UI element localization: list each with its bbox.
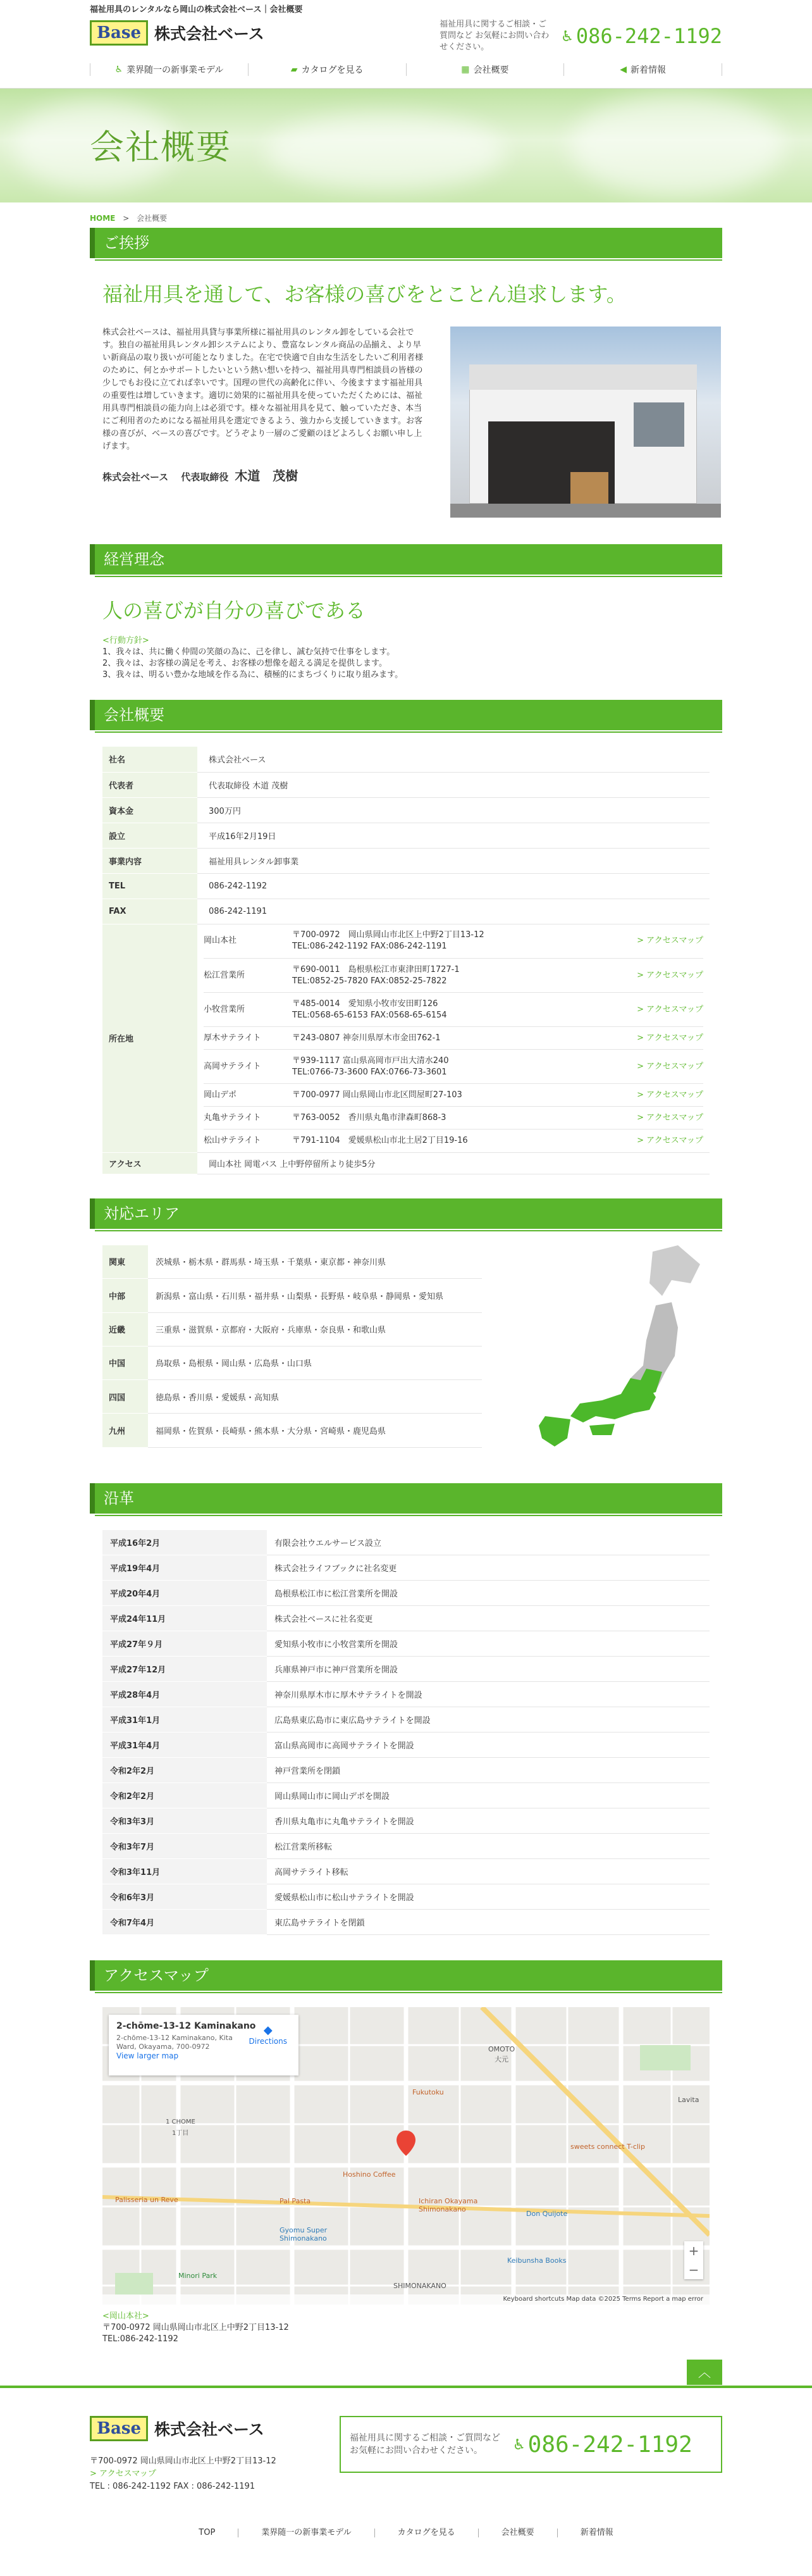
section-heading-area: 対応エリア xyxy=(90,1198,722,1229)
map-place-card xyxy=(109,2015,298,2075)
header-contact xyxy=(440,19,722,53)
office-map-link[interactable]: > アクセスマップ xyxy=(596,924,703,959)
logo-company-name: 株式会社ベース xyxy=(154,2420,264,2439)
footer-map-link[interactable]: > アクセスマップ xyxy=(90,2469,156,2479)
site-footer xyxy=(0,2386,812,2576)
table-row: 平成20年4月 島根県松江市に松江営業所を開設 xyxy=(102,1581,710,1606)
map-label: Hoshino Coffee xyxy=(343,2170,396,2179)
chevron-up-icon: ︿ xyxy=(698,2365,711,2380)
map-label: Pal Pasta xyxy=(280,2197,311,2205)
logo-mark: Base xyxy=(90,2416,148,2441)
map-label: Fukutoku xyxy=(412,2088,444,2096)
header-phone-number: 086-242-1192 xyxy=(575,24,722,48)
office-address: 〒763-0052 香川県丸亀市津森町868-3 xyxy=(292,1112,446,1123)
service-area-table xyxy=(102,1245,482,1448)
table-row: 平成28年4月 神奈川県厚木市に厚木サテライトを開設 xyxy=(102,1682,710,1707)
table-row: 資本金 300万円 xyxy=(102,797,710,823)
map-label: Lavita xyxy=(678,2096,699,2104)
site-header xyxy=(0,0,812,89)
table-row: 平成31年4月 富山県高岡市に高岡サテライトを開設 xyxy=(102,1733,710,1758)
footer-nav-top[interactable]: TOP xyxy=(176,2529,238,2537)
wheelchair-icon: ♿ xyxy=(114,65,123,75)
office-address: 〒690-0011 島根県松江市東津田町1727-1 xyxy=(292,964,460,974)
greeting-block xyxy=(102,327,722,518)
office-address: 〒243-0807 神奈川県厚木市金田762-1 xyxy=(292,1033,441,1043)
table-row: TEL 086-242-1192 xyxy=(102,873,710,899)
map-label: Minori Park xyxy=(178,2272,218,2280)
philosophy-lead: 人の喜びが自分の喜びである xyxy=(102,599,366,623)
logo-company-name: 株式会社ベース xyxy=(154,25,264,43)
footer-nav-catalog[interactable]: カタログを見る xyxy=(375,2529,479,2537)
footer-nav-company[interactable]: 会社概要 xyxy=(479,2529,558,2537)
japan-map xyxy=(520,1245,710,1448)
office-map-link[interactable]: > アクセスマップ xyxy=(596,1050,703,1084)
map-label: 大元 xyxy=(495,2055,508,2063)
footer-nav-news[interactable]: 新着情報 xyxy=(580,2528,613,2537)
office-address: 〒791-1104 愛媛県松山市北土居2丁目19-16 xyxy=(292,1135,468,1145)
map-label: 1 CHOME xyxy=(166,2119,195,2125)
caregiver-wheelchair-icon: ♿ xyxy=(562,27,572,46)
office-row xyxy=(204,1050,703,1084)
guideline-item: 1、我々は、共に働く仲間の笑顔の為に、己を律し、誠む気持で仕事をします。 xyxy=(102,647,395,657)
table-row: 近畿 三重県・滋賀県・京都府・大阪府・兵庫県・奈良県・和歌山県 xyxy=(102,1312,482,1346)
office-name: 松江営業所 xyxy=(204,959,292,993)
section-heading-access-map: アクセスマップ xyxy=(90,1960,722,1991)
table-row: 令和3年11月 高岡サテライト移転 xyxy=(102,1859,710,1884)
history-table xyxy=(102,1530,710,1936)
header-tagline: 福祉用具のレンタルなら岡山の株式会社ベース｜会社概要 xyxy=(90,5,303,15)
contact-note: 福祉用具に関するご相談・ご質問など お気軽にお問い合わせください。 xyxy=(440,20,550,52)
office-list xyxy=(204,924,703,1152)
office-address: 〒700-0972 岡山県岡山市北区上中野2丁目13-12 xyxy=(292,930,484,940)
nav-company[interactable]: ▦ 会社概要 xyxy=(407,63,565,76)
office-row xyxy=(204,1084,703,1107)
office-row xyxy=(204,959,703,993)
table-row: 令和2年2月 岡山県岡山市に岡山デポを開設 xyxy=(102,1783,710,1808)
table-row: 事業内容 福祉用具レンタル卸事業 xyxy=(102,848,710,873)
map-place-title: 2-chōme-13-12 Kaminakano xyxy=(116,2021,256,2031)
breadcrumb-home[interactable]: HOME xyxy=(90,214,116,223)
table-row: 平成31年1月 広島県東広島市に東広島サテライトを開設 xyxy=(102,1707,710,1733)
nav-new-business-model[interactable]: ♿ 業界随一の新事業モデル xyxy=(90,63,249,76)
table-row: 四国 徳島県・香川県・愛媛県・高知県 xyxy=(102,1380,482,1414)
office-row xyxy=(204,924,703,959)
map-zoom-control[interactable] xyxy=(684,2241,703,2279)
footer-phone-number: 086-242-1192 xyxy=(527,2431,692,2458)
footer-address: 〒700-0972 岡山県岡山市北区上中野2丁目13-12 > アクセスマップ TEL : 086-242-1192 FAX : 086-242-1191 xyxy=(90,2456,276,2491)
table-row: 令和7年4月 東広島サテライトを閉鎖 xyxy=(102,1910,710,1935)
map-attribution: Keyboard shortcuts Map data ©2025 Terms Report a map error xyxy=(102,2294,710,2305)
footer-nav xyxy=(0,2529,812,2537)
nav-news[interactable]: ◀ 新着情報 xyxy=(564,63,722,76)
directions-link[interactable]: ◆ Directions xyxy=(249,2024,287,2046)
office-name: 岡山デポ xyxy=(204,1084,292,1107)
office-map-link[interactable]: > アクセスマップ xyxy=(596,959,703,993)
office-tel: TEL:086-242-1192 FAX:086-242-1191 xyxy=(292,942,447,952)
page-title: 会社概要 xyxy=(90,127,231,167)
guideline-item: 3、我々は、明るい豊かな地域を作る為に、積極的にまちづくりに取り組みます。 xyxy=(102,670,403,680)
table-row: 平成16年2月 有限会社ウエルサービス設立 xyxy=(102,1530,710,1555)
zoom-in-icon[interactable]: + xyxy=(688,2243,699,2258)
map-label: Keibunsha Books xyxy=(507,2256,567,2265)
back-to-top-button[interactable] xyxy=(687,2360,722,2385)
table-row: 令和3年7月 松江営業所移転 xyxy=(102,1834,710,1859)
office-tel: TEL:0568-65-6153 FAX:0568-65-6154 xyxy=(292,1010,447,1020)
directions-icon: ◆ xyxy=(263,2024,273,2037)
building-icon: ▦ xyxy=(461,65,470,75)
map-label: 1丁目 xyxy=(172,2130,189,2137)
table-row: FAX 086-242-1191 xyxy=(102,899,710,924)
office-name: 丸亀サテライト xyxy=(204,1107,292,1129)
site-logo[interactable] xyxy=(90,20,264,46)
breadcrumb-sep: > xyxy=(123,214,130,223)
office-map-link[interactable]: > アクセスマップ xyxy=(596,1027,703,1050)
table-row: 社名 株式会社ベース xyxy=(102,747,710,772)
office-row xyxy=(204,1107,703,1129)
megaphone-icon: ◀ xyxy=(620,65,627,75)
map-label: Ichiran Okayama Shimonakano xyxy=(419,2197,478,2213)
company-overview-table xyxy=(102,747,710,1174)
table-row: 平成24年11月 株式会社ベースに社名変更 xyxy=(102,1606,710,1631)
greeting-body: 株式会社ベースは、福祉用具貸与事業所様に福祉用具のレンタル卸をしている会社です。独自の福祉用具レンタル卸システムにより、豊富なレンタル商品の品揃え、より早い新商品の取り扱いが可能となりました。在宅で快適で自由な生活をしたいご利用者様のために、何とかサポートしたいという熱い想いを持つ、福祉用具専門相談員の皆様の少しでもお役に立てれば幸いです。国理の世代の高齢化に伴い、今後ますます福祉用具の重要性は増していきます。適切に効果的に福祉用具を使っていただくためには、福祉用具専門相談員の能力向上は必須です。様々な福祉用具を見て、触っていただき、本当にご利用者のためになる福祉用具を選定できるよう、強力から支援していきます。お客様の喜びが、ベースの喜びです。どうぞより一層のご愛顧のほどよろしくお願い申し上げます。 xyxy=(102,328,424,451)
nav-catalog[interactable]: ▰ カタログを見る xyxy=(249,63,407,76)
table-row: 平成19年4月 株式会社ライフブックに社名変更 xyxy=(102,1555,710,1581)
map-label: SHIMONAKANO xyxy=(393,2282,446,2290)
table-row: アクセス 岡山本社 岡電バス 上中野停留所より徒歩5分 xyxy=(102,1152,710,1174)
office-address: 〒700-0977 岡山県岡山市北区問屋町27-103 xyxy=(292,1090,462,1100)
table-row: 平成27年12月 兵庫県神戸市に神戸営業所を開設 xyxy=(102,1657,710,1682)
google-map[interactable] xyxy=(102,2007,710,2305)
footer-nav-new-business-model[interactable]: 業界随一の新事業モデル xyxy=(238,2529,374,2537)
footer-phone-link[interactable] xyxy=(514,2432,692,2458)
guideline-item: 2、我々は、お客様の満足を考え、お客様の想像を超える満足を提供します。 xyxy=(102,659,388,668)
caregiver-wheelchair-icon: ♿ xyxy=(514,2435,524,2454)
office-row xyxy=(204,993,703,1027)
table-row: 令和3年3月 香川県丸亀市に丸亀サテライトを開設 xyxy=(102,1808,710,1834)
footer-logo[interactable] xyxy=(90,2416,264,2441)
table-row: 所在地 岡山本社 〒700-0972 岡山県岡山市北区上中野2丁目13-12 TEL:086-242-1192 FAX:086-242-1191 > アクセスマップ 松江営業所 〒690-0011 島根県松江市東津田町1727-1 TEL:0852-25-7820 FAX:0852-25-7822 > アクセスマップ 小牧営業所 〒485-0014 愛知県小牧市安田町126 TEL:0568-65-6153 FAX:0568-65-6154 > アクセスマップ 厚木サテライト 〒243-0807 神奈川県厚木市金田762-1 > アクセスマップ 高岡サテライト 〒939-1117 富山県高岡市戸出大清水240 TEL:0766-73-3600 FAX:0766-73-3601 > アクセスマップ 岡山デポ 〒700-0977 岡山県岡山市北区問屋町27-103 > アクセスマップ 丸亀サテライト 〒763-0052 香川県丸亀市津森町868-3 > アクセスマップ 松山サテライト 〒791-1104 愛媛県松山市北土居2丁目19-16 > アクセスマップ xyxy=(102,924,710,1152)
logo-mark: Base xyxy=(90,20,148,46)
greeting-lead: 福祉用具を通して、お客様の喜びをとことん追求します。 xyxy=(102,282,627,306)
office-map-link[interactable]: > アクセスマップ xyxy=(596,993,703,1027)
section-heading-greeting: ご挨拶 xyxy=(90,228,722,258)
section-heading-history: 沿革 xyxy=(90,1483,722,1514)
guidelines: <行動方針> 1、我々は、共に働く仲間の笑顔の為に、己を律し、誠む気持で仕事をします。 2、我々は、お客様の満足を考え、お客様の想像を超える満足を提供します。 3、我々は、明るい豊かな地域を作る為に、積極的にまちづくりに取り組みます。 xyxy=(102,635,722,681)
map-address: <岡山本社> 〒700-0972 岡山県岡山市北区上中野2丁目13-12 TEL:086-242-1192 xyxy=(102,2312,289,2344)
office-address: 〒939-1117 富山県高岡市戸出大清水240 xyxy=(292,1055,449,1066)
office-name: 小牧営業所 xyxy=(204,993,292,1027)
office-row xyxy=(204,1027,703,1050)
table-row: 代表者 代表取締役 木道 茂樹 xyxy=(102,772,710,797)
header-phone-link[interactable] xyxy=(562,24,722,48)
table-row: 令和2年2月 神戸営業所を閉鎖 xyxy=(102,1758,710,1783)
map-label: Don Quijote xyxy=(526,2210,568,2218)
table-row: 関東 茨城県・栃木県・群馬県・埼玉県・千葉県・東京都・神奈川県 xyxy=(102,1245,482,1279)
office-tel: TEL:0766-73-3600 FAX:0766-73-3601 xyxy=(292,1067,447,1077)
table-row: 令和6年3月 愛媛県松山市に松山サテライトを開設 xyxy=(102,1884,710,1910)
map-label: OMOTO xyxy=(488,2045,515,2053)
view-larger-map-link[interactable]: View larger map xyxy=(116,2051,179,2060)
table-row: 平成27年９月 愛知県小牧市に小牧営業所を開設 xyxy=(102,1631,710,1657)
greeting-signature: 株式会社ベース 代表取締役 木道 茂樹 xyxy=(102,468,298,483)
map-label: sweets connect T-clip xyxy=(570,2143,645,2151)
office-map-link[interactable]: > アクセスマップ xyxy=(637,1135,703,1145)
office-photo xyxy=(450,327,721,518)
section-heading-philosophy: 経営理念 xyxy=(90,544,722,575)
office-name: 岡山本社 xyxy=(204,924,292,959)
zoom-out-icon[interactable]: − xyxy=(688,2262,699,2277)
book-icon: ▰ xyxy=(290,65,298,75)
map-label: Gyomu Super Shimonakano xyxy=(280,2226,328,2243)
contact-note: 福祉用具に関するご相談・ご質問など お気軽にお問い合わせください。 xyxy=(350,2433,500,2456)
office-name: 松山サテライト xyxy=(204,1135,261,1145)
section-heading-overview: 会社概要 xyxy=(90,700,722,730)
footer-contact-box xyxy=(340,2416,722,2473)
office-name: 厚木サテライト xyxy=(204,1027,292,1050)
office-address: 〒485-0014 愛知県小牧市安田町126 xyxy=(292,999,438,1009)
table-row: 中国 鳥取県・島根県・岡山県・広島県・山口県 xyxy=(102,1346,482,1379)
office-row xyxy=(204,1129,703,1152)
table-row: 設立 平成16年2月19日 xyxy=(102,823,710,848)
office-tel: TEL:0852-25-7820 FAX:0852-25-7822 xyxy=(292,976,447,986)
breadcrumb-current: 会社概要 xyxy=(137,214,168,223)
table-row: 中部 新潟県・富山県・石川県・福井県・山梨県・長野県・岐阜県・静岡県・愛知県 xyxy=(102,1279,482,1312)
office-map-link[interactable]: > アクセスマップ xyxy=(596,1084,703,1107)
map-label: Palisseria un Reve xyxy=(115,2196,178,2204)
office-name: 高岡サテライト xyxy=(204,1050,292,1084)
breadcrumb xyxy=(90,213,722,225)
global-nav xyxy=(90,58,722,81)
map-place-address: 2-chōme-13-12 Kaminakano, Kita Ward, Okayama, 700-0972 xyxy=(116,2034,233,2051)
table-row: 九州 福岡県・佐賀県・長崎県・熊本県・大分県・宮崎県・鹿児島県 xyxy=(102,1414,482,1447)
office-map-link[interactable]: > アクセスマップ xyxy=(596,1107,703,1129)
page-hero xyxy=(0,89,812,202)
